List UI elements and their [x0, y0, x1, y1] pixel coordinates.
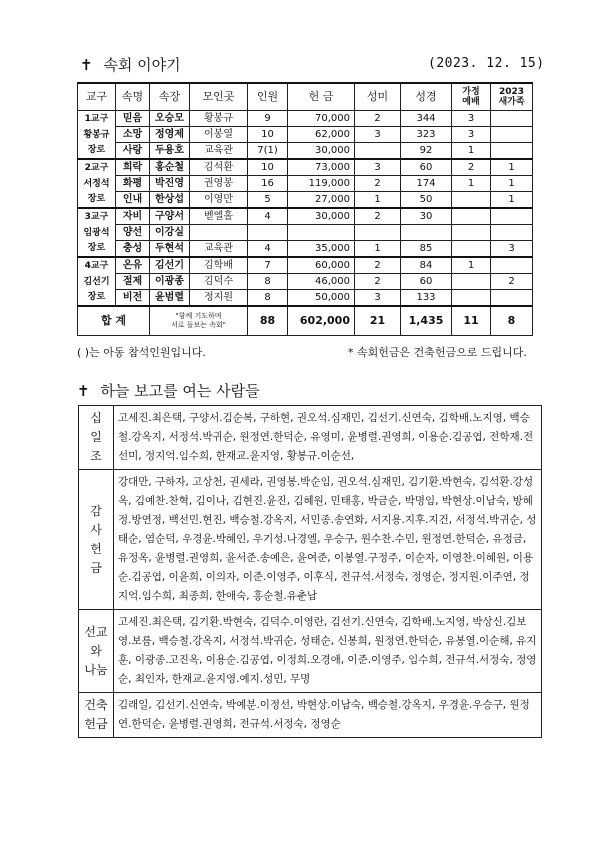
bible-count: 344: [401, 111, 452, 127]
new-family: [491, 257, 533, 274]
meeting-place: 황봉규: [190, 111, 248, 127]
offering-category-row: [79, 406, 542, 470]
rice-count: 2: [355, 274, 401, 290]
table-row: [78, 290, 533, 307]
offering-amount: [288, 225, 355, 241]
cell-name: 양선: [116, 225, 150, 241]
category-char: 십: [90, 411, 102, 425]
bible-count: 323: [401, 127, 452, 143]
table-row: [78, 241, 533, 258]
category-char: 건축: [84, 698, 108, 712]
section-title-text: 하늘 보고를 여는 사람들: [100, 382, 260, 400]
family-worship: 1: [452, 257, 491, 274]
category-char: 선교: [84, 624, 108, 639]
attendance: 4: [248, 241, 288, 258]
offering-category: [79, 693, 114, 738]
category-char: 조: [90, 449, 102, 463]
section-title-cell-story: [80, 54, 181, 75]
offering-amount: 30,000: [288, 208, 355, 225]
family-worship: [452, 192, 491, 209]
cell-name: 희락: [116, 159, 150, 176]
rice-count: [355, 143, 401, 160]
cell-name: 인내: [116, 192, 150, 209]
new-family: [491, 111, 533, 127]
meeting-place: 김덕수: [190, 274, 248, 290]
meeting-place: 김석환: [190, 159, 248, 176]
total-bible: 1,435: [401, 306, 452, 336]
cell-name: 믿음: [116, 111, 150, 127]
new-family: [491, 143, 533, 160]
header-parish: 교구: [78, 83, 116, 111]
cell-leader: 이광종: [150, 274, 190, 290]
new-family: 1: [491, 176, 533, 192]
bible-count: 92: [401, 143, 452, 160]
cross-icon: ✝: [80, 56, 93, 74]
cell-name: 소망: [116, 127, 150, 143]
meeting-place: 교육관: [190, 143, 248, 160]
total-rice: 21: [355, 306, 401, 336]
attendance: 7(1): [248, 143, 288, 160]
rice-count: 2: [355, 257, 401, 274]
offering-category: [79, 406, 114, 470]
cell-leader: 두현석: [150, 241, 190, 258]
new-family: 3: [491, 241, 533, 258]
category-char: 헌금: [84, 717, 108, 731]
header-family-worship: 가정 예배: [452, 83, 491, 111]
donor-names: 김래일, 김선기.신연숙, 박예분.이정선, 박현상.이남숙, 백승철.강옥지, 우경윤.우승구, 원정연.한덕순, 윤병렬.권영희, 전규석.서정숙, 정영순: [114, 693, 542, 738]
offering-amount: 60,000: [288, 257, 355, 274]
total-slogan: "함께 기도하며 서로 돌보는 속회": [150, 306, 248, 336]
rice-count: 3: [355, 159, 401, 176]
table-row: [78, 143, 533, 160]
section-title-text: 속회 이야기: [103, 56, 181, 74]
offering-note: * 속회헌금은 건축헌금으로 드립니다.: [348, 346, 527, 359]
total-label: 합 계: [78, 306, 150, 336]
cell-leader: 박진영: [150, 176, 190, 192]
attendance: 10: [248, 159, 288, 176]
category-char: 금: [90, 560, 102, 575]
bible-count: 60: [401, 159, 452, 176]
header-offering: 헌 금: [288, 83, 355, 111]
cell-leader: 윤범렬: [150, 290, 190, 307]
offering-category: [79, 470, 114, 610]
family-worship: [452, 274, 491, 290]
header-new-family: 2023 새가족: [491, 83, 533, 111]
meeting-place: 권영봉: [190, 176, 248, 192]
child-attendance-note: ( )는 아동 참석인원입니다.: [77, 346, 206, 359]
attendance: 16: [248, 176, 288, 192]
attendance: 8: [248, 274, 288, 290]
offering-amount: 70,000: [288, 111, 355, 127]
cell-leader: 이강실: [150, 225, 190, 241]
attendance: 9: [248, 111, 288, 127]
cell-leader: 두용호: [150, 143, 190, 160]
total-new-family: 8: [491, 306, 533, 336]
cell-leader: 오승모: [150, 111, 190, 127]
cell-name: 충성: [116, 241, 150, 258]
cell-group-table: [77, 82, 533, 336]
meeting-place: 김학배: [190, 257, 248, 274]
rice-count: 2: [355, 208, 401, 225]
new-family: [491, 127, 533, 143]
cell-leader: 구양서: [150, 208, 190, 225]
parish-label: 임광석: [78, 225, 116, 241]
bible-count: 174: [401, 176, 452, 192]
offering-category-row: [79, 470, 542, 610]
meeting-place: 교육관: [190, 241, 248, 258]
family-worship: 1: [452, 176, 491, 192]
table-row: [78, 192, 533, 209]
new-family: [491, 208, 533, 225]
table-row: [78, 274, 533, 290]
header-attendance: 인원: [248, 83, 288, 111]
family-worship: 3: [452, 127, 491, 143]
offering-amount: 62,000: [288, 127, 355, 143]
category-char: 헌: [90, 541, 102, 556]
bible-count: 30: [401, 208, 452, 225]
attendance: 10: [248, 127, 288, 143]
header-location: 모인곳: [190, 83, 248, 111]
cell-leader: 한상섭: [150, 192, 190, 209]
cell-leader: 홍순철: [150, 159, 190, 176]
table-row: [78, 257, 533, 274]
report-date: (2023. 12. 15): [428, 56, 545, 71]
parish-label: 장로: [78, 290, 116, 307]
offering-people-table: [78, 405, 542, 738]
offering-amount: 30,000: [288, 143, 355, 160]
cell-name: 비전: [116, 290, 150, 307]
donor-names: 고세진.최은택, 김기환.박현숙, 김덕수.이영란, 김선기.신연숙, 김학배.노지영, 박상신.김보영.보름, 백승철.강옥지, 서정석.박귀순, 성태순, 신봉희, 원정연.한덕순, 유봉열.이순해, 유지훈, 이광종.고진옥, 이용순.김공엽, 이정희.오경애, 이준.이영주, 임수희, 전규석.서정숙, 정영순, 최인자, 한재교.윤지영.예지.성민, 무명: [114, 610, 542, 693]
rice-count: 2: [355, 176, 401, 192]
family-worship: [452, 208, 491, 225]
donor-names: 고세진.최은택, 구양서.김순복, 구하현, 권오석.심재민, 김선기.신연숙, 김학배.노지영, 백승철.강옥지, 서정석.박귀순, 원정연.한덕순, 유영미, 윤병렬.권영희, 이용순.김공엽, 전학재.전선미, 정지억.임수희, 한재교.윤지영, 황봉규.이순선,: [114, 406, 542, 470]
header-cell-name: 속명: [116, 83, 150, 111]
family-worship: [452, 241, 491, 258]
rice-count: 1: [355, 241, 401, 258]
cell-name: 자비: [116, 208, 150, 225]
cell-name: 온유: [116, 257, 150, 274]
parish-label: 2교구: [78, 159, 116, 176]
offering-amount: 119,000: [288, 176, 355, 192]
category-char: 일: [90, 430, 102, 444]
attendance: 8: [248, 290, 288, 307]
rice-count: 3: [355, 290, 401, 307]
new-family: 1: [491, 192, 533, 209]
new-family: 1: [491, 159, 533, 176]
cell-name: 절제: [116, 274, 150, 290]
total-family-worship: 11: [452, 306, 491, 336]
table-row: [78, 159, 533, 176]
attendance: 5: [248, 192, 288, 209]
header-bible: 성경: [401, 83, 452, 111]
cell-leader: 정영제: [150, 127, 190, 143]
parish-label: 김선기: [78, 274, 116, 290]
offering-amount: 27,000: [288, 192, 355, 209]
bible-count: 85: [401, 241, 452, 258]
attendance: 7: [248, 257, 288, 274]
header-leader: 속장: [150, 83, 190, 111]
category-char: 사: [90, 522, 102, 537]
meeting-place: 이봉열: [190, 127, 248, 143]
parish-label: 장로: [78, 143, 116, 160]
offering-amount: 46,000: [288, 274, 355, 290]
cell-name: 사랑: [116, 143, 150, 160]
attendance: [248, 225, 288, 241]
bible-count: 133: [401, 290, 452, 307]
meeting-place: 벧엘홀: [190, 208, 248, 225]
offering-category-row: [79, 610, 542, 693]
table-header-row: [78, 83, 533, 111]
header-rice: 성미: [355, 83, 401, 111]
section-title-offerings: [77, 380, 260, 401]
bible-count: 60: [401, 274, 452, 290]
parish-label: 3교구: [78, 208, 116, 225]
new-family: 2: [491, 274, 533, 290]
offering-category: [79, 610, 114, 693]
rice-count: 1: [355, 192, 401, 209]
parish-label: 서정석: [78, 176, 116, 192]
parish-label: 장로: [78, 192, 116, 209]
meeting-place: [190, 225, 248, 241]
meeting-place: 이영만: [190, 192, 248, 209]
offering-category-row: [79, 693, 542, 738]
rice-count: 3: [355, 127, 401, 143]
offering-amount: 50,000: [288, 290, 355, 307]
cell-name: 화평: [116, 176, 150, 192]
family-worship: 3: [452, 111, 491, 127]
table-row: [78, 225, 533, 241]
family-worship: 1: [452, 143, 491, 160]
category-char: 나눔: [84, 662, 108, 677]
bible-count: 84: [401, 257, 452, 274]
offering-amount: 35,000: [288, 241, 355, 258]
attendance: 4: [248, 208, 288, 225]
donor-names: 강대만, 구하자, 고상천, 권세라, 권영봉.박순임, 권오석.심재민, 김기환.박현숙, 김석환.강성옥, 김예찬.찬혁, 김이나, 김현진.윤진, 김혜원, 민태홍, 박금순, 박명임, 박현상.이남숙, 방혜정.방연정, 백선민.현진, 백승철.강옥지, 서민종.송연화, 서지용.지후.지건, 서정석.박귀순, 성태순, 염순덕, 우경윤.박혜인, 우기성.나경엘, 우승구, 원수찬.수민, 원정연.한덕순, 유정금, 유정옥, 윤병렬.권영희, 윤서준.송예은, 윤여준, 이봉열.구정주, 이순자, 이영찬.이혜원, 이용순.김공엽, 이윤희, 이의자, 이준.이영주, 이후식, 전규석.서정숙, 정영순, 정지원.이주연, 정지억.임수희, 최종희, 한애숙, 홍순철.유춘남: [114, 470, 542, 610]
parish-label: 4교구: [78, 257, 116, 274]
family-worship: [452, 290, 491, 307]
family-worship: [452, 225, 491, 241]
bible-count: [401, 225, 452, 241]
table-row: [78, 111, 533, 127]
table-row: [78, 127, 533, 143]
table-row: [78, 176, 533, 192]
category-char: 감: [90, 503, 102, 518]
parish-label: 장로: [78, 241, 116, 258]
total-offering: 602,000: [288, 306, 355, 336]
parish-label: 1교구: [78, 111, 116, 127]
total-attendance: 88: [248, 306, 288, 336]
new-family: [491, 225, 533, 241]
rice-count: [355, 225, 401, 241]
family-worship: 2: [452, 159, 491, 176]
bible-count: 50: [401, 192, 452, 209]
new-family: [491, 290, 533, 307]
rice-count: 2: [355, 111, 401, 127]
table-row: [78, 208, 533, 225]
category-char: 와: [90, 643, 102, 658]
cross-icon: ✝: [77, 382, 90, 400]
total-row: [78, 306, 533, 336]
meeting-place: 정지원: [190, 290, 248, 307]
parish-label: 황봉규: [78, 127, 116, 143]
cell-leader: 김선기: [150, 257, 190, 274]
offering-amount: 73,000: [288, 159, 355, 176]
